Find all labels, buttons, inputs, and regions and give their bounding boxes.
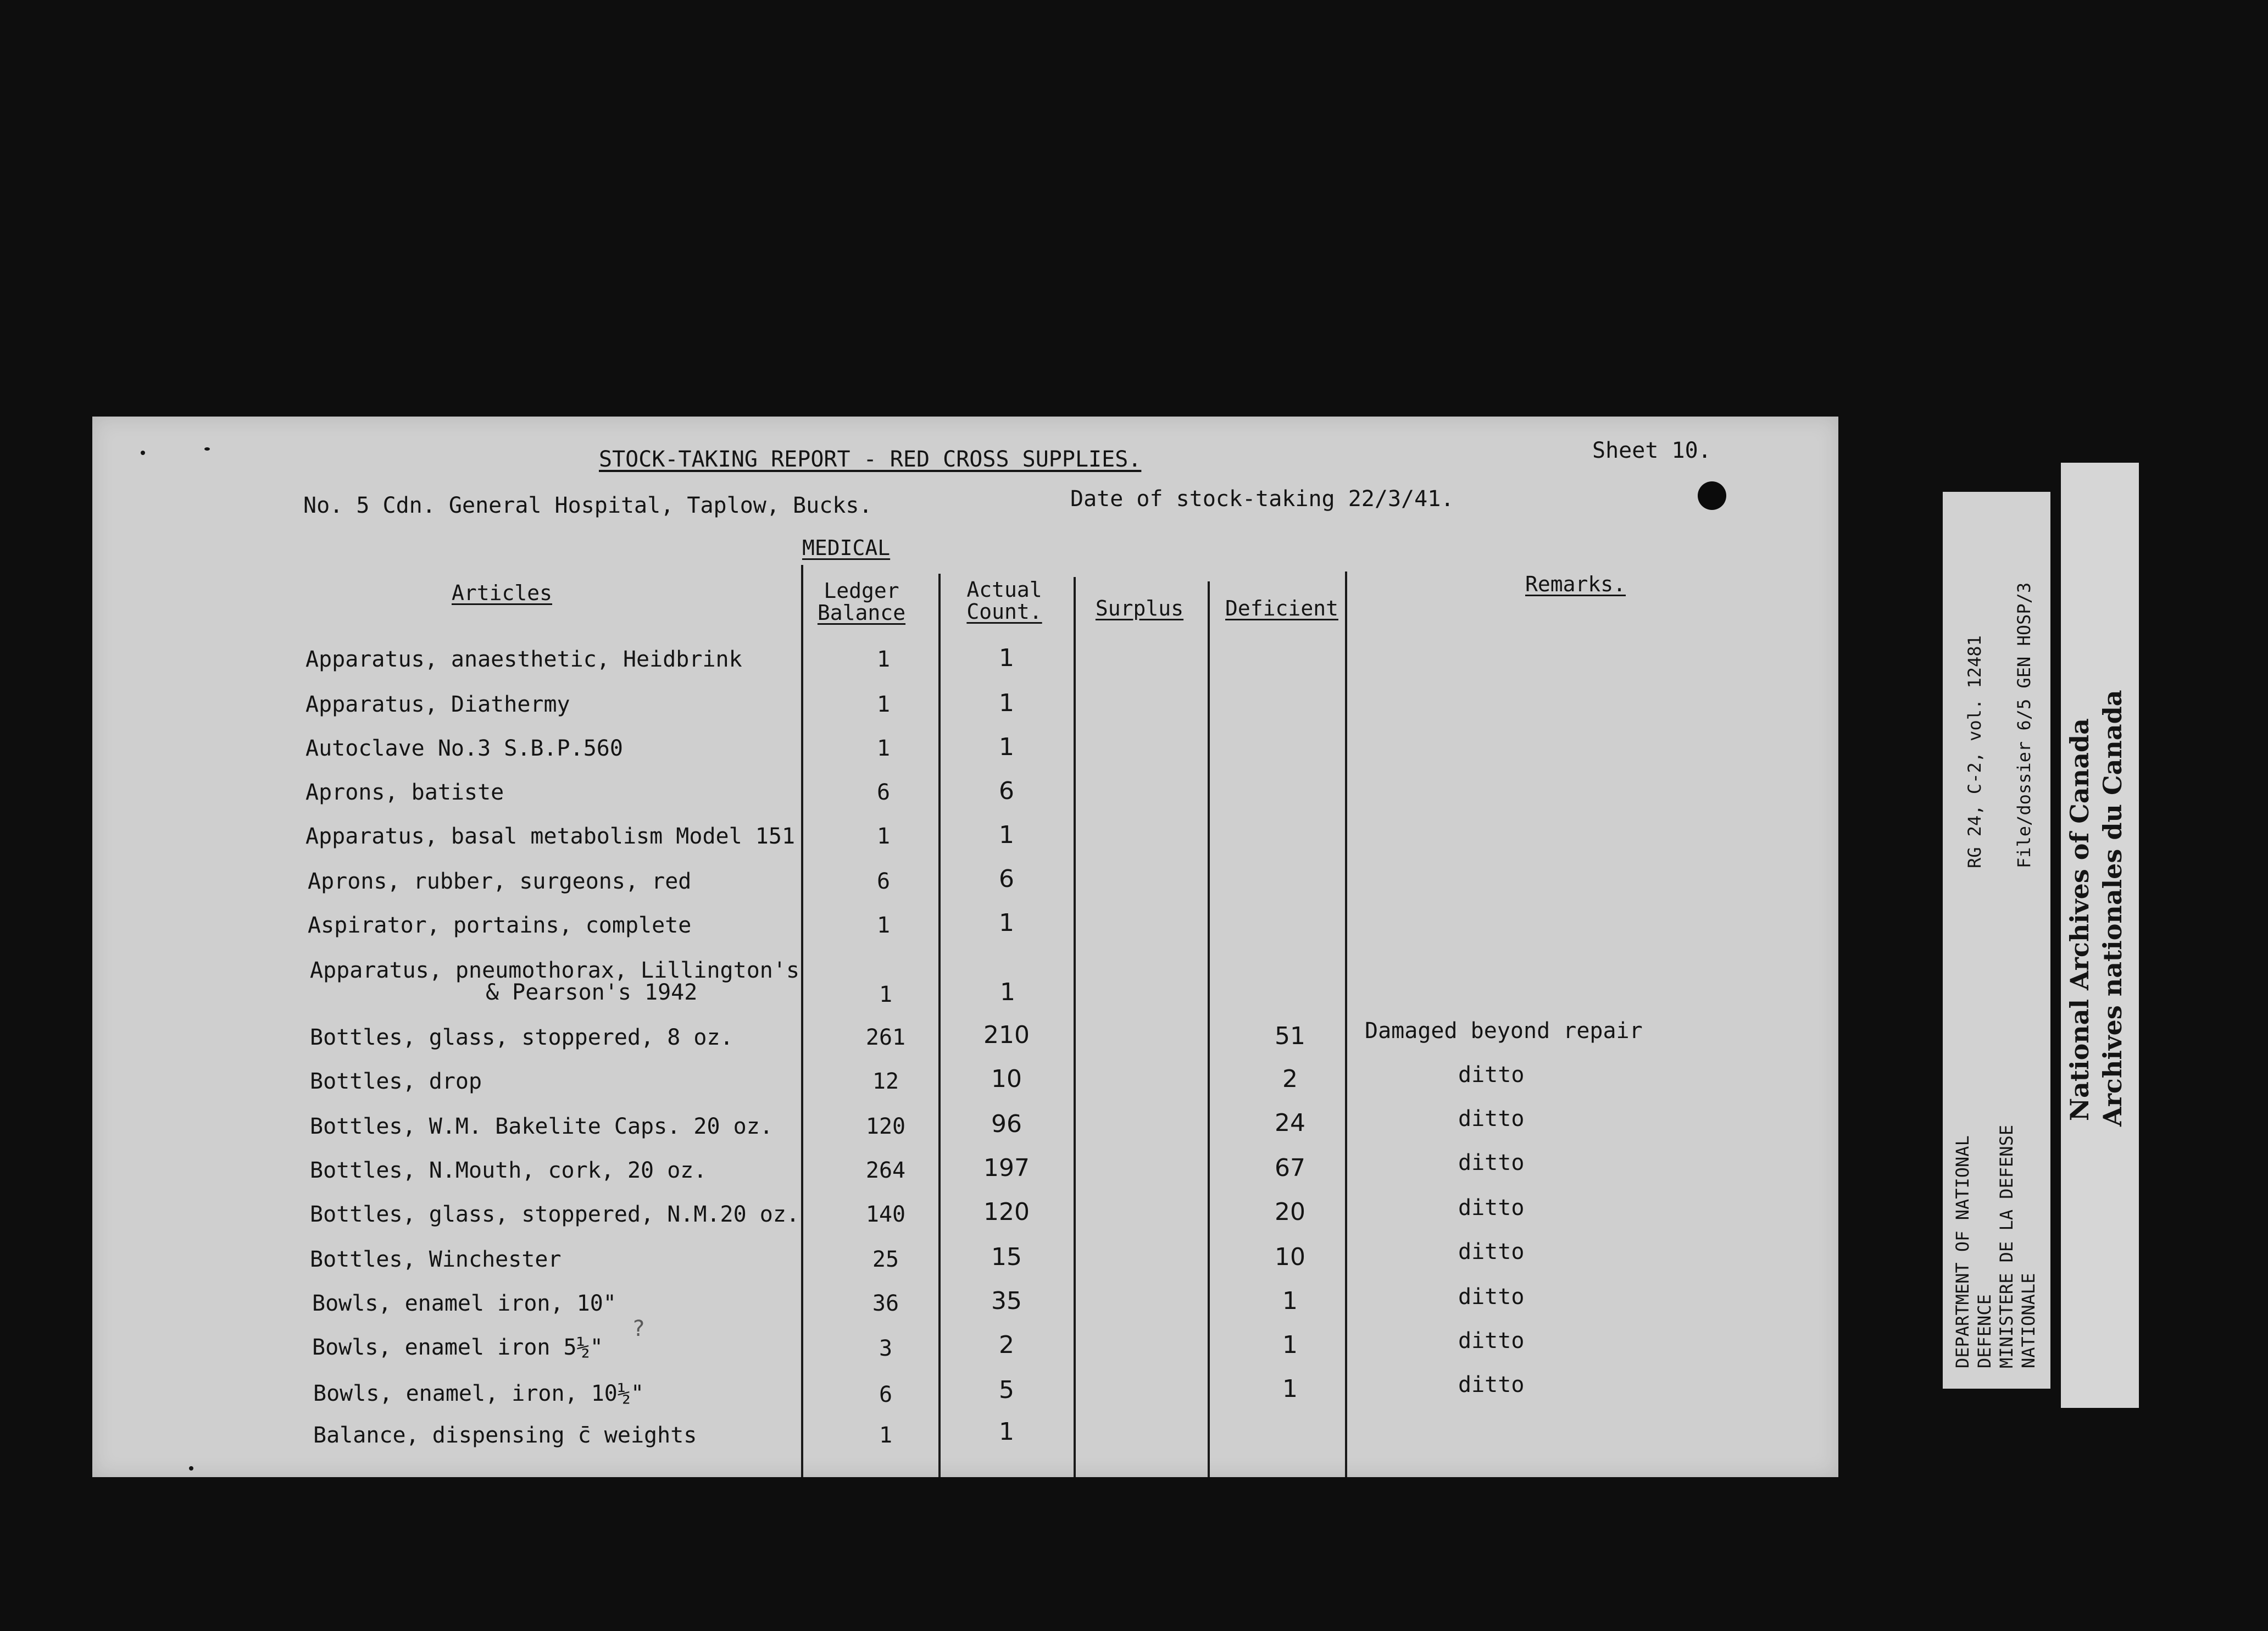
question-mark-annotation: ? bbox=[633, 1316, 645, 1341]
actual-cell: 5 bbox=[999, 1376, 1014, 1404]
article-cell: Apparatus, Diathermy bbox=[305, 692, 570, 717]
remarks-cell: ditto bbox=[1458, 1239, 1525, 1264]
actual-header-line2: Count. bbox=[966, 600, 1042, 624]
remarks-cell: ditto bbox=[1458, 1150, 1525, 1175]
ledger-cell: 264 bbox=[865, 1158, 906, 1183]
article-cell: Bottles, drop bbox=[310, 1069, 482, 1094]
actual-cell: 1 bbox=[999, 644, 1014, 672]
article-cell: Apparatus, pneumothorax, Lillington's bbox=[310, 958, 800, 983]
remarks-cell: ditto bbox=[1458, 1328, 1525, 1353]
article-cell: Aprons, rubber, surgeons, red bbox=[308, 869, 692, 894]
stocktaking-date: Date of stock-taking 22/3/41. bbox=[1070, 486, 1454, 512]
column-rule bbox=[1074, 577, 1076, 1477]
category-label: MEDICAL bbox=[802, 536, 891, 560]
remarks-cell: ditto bbox=[1458, 1284, 1525, 1310]
actual-cell: 6 bbox=[999, 865, 1014, 893]
article-cell: Aspirator, portains, complete bbox=[308, 913, 692, 938]
archives-stamp-french: Archives nationales du Canada bbox=[2098, 690, 2127, 1127]
article-cell: Bottles, glass, stoppered, 8 oz. bbox=[310, 1025, 733, 1050]
deficient-cell: 10 bbox=[1275, 1243, 1305, 1271]
actual-cell: 210 bbox=[983, 1021, 1030, 1049]
article-cell: Apparatus, basal metabolism Model 151 bbox=[305, 824, 796, 849]
sheet-number: Sheet 10. bbox=[1592, 438, 1711, 463]
remarks-cell: ditto bbox=[1458, 1106, 1525, 1131]
ledger-cell: 1 bbox=[876, 647, 891, 672]
actual-cell: 1 bbox=[999, 1418, 1014, 1446]
remarks-cell: ditto bbox=[1458, 1062, 1525, 1088]
article-cell: Bottles, W.M. Bakelite Caps. 20 oz. bbox=[310, 1114, 773, 1139]
ledger-cell: 1 bbox=[879, 982, 893, 1007]
article-cell: Balance, dispensing c̄ weights bbox=[313, 1423, 697, 1448]
speck bbox=[204, 447, 210, 451]
actual-cell: 35 bbox=[991, 1287, 1022, 1315]
actual-cell: 197 bbox=[983, 1154, 1030, 1182]
ledger-cell: 140 bbox=[865, 1202, 906, 1227]
ledger-cell: 1 bbox=[879, 1423, 893, 1448]
deficient-cell: 67 bbox=[1275, 1154, 1305, 1182]
article-cell: Bottles, N.Mouth, cork, 20 oz. bbox=[310, 1158, 707, 1183]
article-cell: Apparatus, anaesthetic, Heidbrink bbox=[305, 647, 742, 672]
ledger-cell: 3 bbox=[879, 1336, 893, 1361]
surplus-header: Surplus bbox=[1095, 596, 1184, 620]
actual-cell: 10 bbox=[991, 1065, 1022, 1093]
ledger-cell: 6 bbox=[876, 780, 891, 805]
actual-cell: 120 bbox=[983, 1198, 1030, 1226]
actual-cell: 1 bbox=[1000, 978, 1015, 1006]
ledger-cell: 25 bbox=[872, 1247, 899, 1272]
actual-cell: 1 bbox=[999, 689, 1014, 717]
actual-cell: 96 bbox=[991, 1110, 1022, 1138]
report-title: STOCK-TAKING REPORT - RED CROSS SUPPLIES. bbox=[599, 447, 1142, 472]
ledger-header-line1: Ledger bbox=[824, 579, 899, 603]
remarks-cell: ditto bbox=[1458, 1195, 1525, 1221]
actual-cell: 1 bbox=[999, 909, 1014, 937]
speck bbox=[189, 1466, 193, 1471]
deficient-cell: 20 bbox=[1275, 1198, 1305, 1226]
dept-line-2: DEFENCE bbox=[1974, 1294, 1995, 1368]
ledger-cell: 120 bbox=[865, 1114, 906, 1139]
column-rule bbox=[1208, 581, 1210, 1477]
ledger-cell: 12 bbox=[872, 1069, 899, 1094]
speck bbox=[141, 451, 145, 455]
deficient-cell: 2 bbox=[1282, 1065, 1298, 1093]
ledger-cell: 1 bbox=[876, 692, 891, 717]
article-cell: Bowls, enamel iron 5½" bbox=[312, 1335, 603, 1360]
articles-header: Articles bbox=[452, 581, 553, 605]
deficient-header: Deficient bbox=[1225, 596, 1338, 620]
dept-line-4: NATIONALE bbox=[2018, 1273, 2039, 1368]
ledger-cell: 36 bbox=[872, 1291, 899, 1316]
ledger-header-line2: Balance bbox=[817, 601, 906, 625]
article-cell-continuation: & Pearson's 1942 bbox=[486, 980, 698, 1005]
ledger-cell: 1 bbox=[876, 913, 891, 938]
deficient-cell: 51 bbox=[1275, 1022, 1305, 1050]
article-cell: Bowls, enamel iron, 10" bbox=[312, 1291, 616, 1316]
deficient-cell: 24 bbox=[1275, 1109, 1305, 1137]
article-cell: Aprons, batiste bbox=[305, 780, 504, 805]
ledger-cell: 6 bbox=[876, 869, 891, 894]
actual-cell: 6 bbox=[999, 777, 1014, 805]
ledger-cell: 261 bbox=[865, 1025, 906, 1050]
hospital-name: No. 5 Cdn. General Hospital, Taplow, Bucks. bbox=[303, 493, 872, 518]
ledger-cell: 1 bbox=[876, 736, 891, 761]
document-sheet bbox=[92, 417, 1838, 1477]
archive-file: File/dossier 6/5 GEN HOSP/3 bbox=[2014, 582, 2034, 868]
actual-cell: 1 bbox=[999, 733, 1014, 761]
remarks-header: Remarks. bbox=[1525, 572, 1626, 596]
remarks-cell: Damaged beyond repair bbox=[1365, 1018, 1643, 1044]
archive-ref: RG 24, C-2, vol. 12481 bbox=[1964, 635, 1985, 868]
archives-stamp-english: National Archives of Canada bbox=[2065, 718, 2094, 1121]
actual-cell: 15 bbox=[991, 1243, 1022, 1271]
deficient-cell: 1 bbox=[1282, 1375, 1298, 1403]
deficient-cell: 1 bbox=[1282, 1287, 1298, 1315]
dept-line-1: DEPARTMENT OF NATIONAL bbox=[1952, 1135, 1973, 1368]
dept-line-3: MINISTERE DE LA DEFENSE bbox=[1996, 1124, 2017, 1368]
column-rule bbox=[938, 574, 941, 1477]
article-cell: Bowls, enamel, iron, 10½" bbox=[313, 1381, 644, 1406]
actual-header-line1: Actual bbox=[966, 578, 1042, 602]
column-rule bbox=[801, 565, 803, 1477]
article-cell: Bottles, glass, stoppered, N.M.20 oz. bbox=[310, 1202, 800, 1227]
column-rule bbox=[1345, 572, 1347, 1477]
ledger-cell: 1 bbox=[876, 824, 891, 849]
ledger-cell: 6 bbox=[879, 1382, 893, 1407]
deficient-cell: 1 bbox=[1282, 1331, 1298, 1359]
actual-cell: 1 bbox=[999, 821, 1014, 849]
punch-hole bbox=[1698, 481, 1726, 510]
article-cell: Autoclave No.3 S.B.P.560 bbox=[305, 736, 623, 761]
article-cell: Bottles, Winchester bbox=[310, 1247, 562, 1272]
actual-cell: 2 bbox=[999, 1331, 1014, 1359]
remarks-cell: ditto bbox=[1458, 1372, 1525, 1397]
